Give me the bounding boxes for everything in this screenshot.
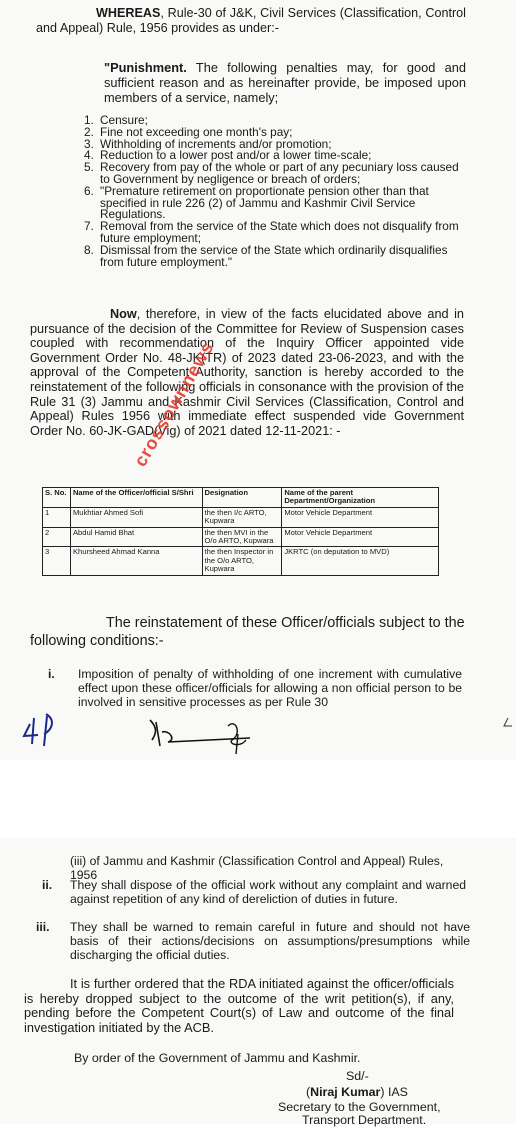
penalty-item: 6. "Premature retirement on proportionate pension other than that specified in rule 226 (2) of Jammu and Kashmir Civil Service Regulations. xyxy=(84,183,429,222)
punishment-text: The following penalties may, for good and sufficient reason and as hereinafter provide, be imposed upon members of a service, namely; xyxy=(104,60,466,105)
penalty-item: 7. Removal from the service of the State which does not disqualify from future employment; xyxy=(84,219,459,245)
punishment-paragraph xyxy=(104,60,466,105)
penalty-item: 5. Recovery from pay of the whole or part of any pecuniary loss caused to Government by negligence or breach of orders; xyxy=(84,160,459,186)
whereas-bold: WHEREAS xyxy=(96,6,161,20)
penalty-item: 4. Reduction to a lower post and/or a lower time-scale; xyxy=(84,148,372,163)
reinstatement-line-2: following conditions:- xyxy=(30,633,164,649)
penalty-item: 8. Dismissal from the service of the State which ordinarily disqualifies from future employment." xyxy=(84,242,448,269)
handwritten-signatures xyxy=(0,700,516,760)
header-sno: S. No. xyxy=(43,488,71,508)
cell-name: Khursheed Ahmad Kanna xyxy=(70,547,202,575)
header-name: Name of the Officer/official S/Shri xyxy=(70,488,202,508)
table-row xyxy=(43,527,439,547)
now-paragraph xyxy=(30,307,464,438)
cell-designation: the then I/c ARTO, Kupwara xyxy=(202,507,282,527)
officials-table xyxy=(42,487,439,576)
cell-designation: the then Inspector in the O/o ARTO, Kupwara xyxy=(202,547,282,575)
watermark-stamp: crossownnews xyxy=(130,337,218,470)
penalty-item: 1. Censure; xyxy=(84,113,148,127)
sd-mark: Sd/- xyxy=(346,1069,369,1083)
punishment-heading: "Punishment. xyxy=(104,60,187,75)
penalty-list xyxy=(84,115,464,268)
cell-designation: the then MVI in the O/o ARTO, Kupwara xyxy=(202,527,282,547)
condition-text: (iii) of Jammu and Kashmir (Classification Control and Appeal) Rules, 1956 xyxy=(70,854,444,882)
by-order-line: By order of the Government of Jammu and Kashmir. xyxy=(74,1051,361,1065)
cell-department: JKRTC (on deputation to MVD) xyxy=(282,547,439,575)
condition-text: They shall dispose of the official work without any complaint and warned against repetition of any kind of dereliction of duties in future. xyxy=(70,878,466,906)
now-bold: Now xyxy=(110,307,137,321)
edge-mark xyxy=(504,718,512,726)
condition-numeral: iii. xyxy=(36,920,50,934)
condition-numeral: ii. xyxy=(42,878,53,892)
condition-text: They shall be warned to remain careful in future and should not have basis of their actions/decisions on assumptions/presumptions while discharging the official duties. xyxy=(70,920,470,962)
initials-signature-2 xyxy=(150,720,250,746)
cell-sno: 3 xyxy=(43,547,71,575)
cell-name: Abdul Hamid Bhat xyxy=(70,527,202,547)
cell-sno: 2 xyxy=(43,527,71,547)
whereas-paragraph xyxy=(36,6,466,36)
whereas-text: , Rule-30 of J&K, Civil Services (Classification, Control and Appeal) Rule, 1956 provides as under:- xyxy=(36,6,466,35)
header-department: Name of the parent Department/Organization xyxy=(282,488,439,508)
signatory-title-1: Secretary to the Government, xyxy=(278,1100,441,1114)
table-row xyxy=(43,507,439,527)
header-designation: Designation xyxy=(202,488,282,508)
page-gap xyxy=(0,760,516,838)
table-row xyxy=(43,547,439,575)
rda-paragraph: It is further ordered that the RDA initiated against the officer/officials is hereby dropped subject to the outcome of the writ petition(s), if any, pending before the Competent Court(s) of Law and outcome of the final investigation initiated by the ACB. xyxy=(24,976,454,1035)
condition-numeral: i. xyxy=(48,667,55,681)
cell-name: Mukhtiar Ahmed Sofi xyxy=(70,507,202,527)
penalty-item: 3. Withholding of increments and/or promotion; xyxy=(84,136,332,151)
signatory-name: (Niraj Kumar) IAS xyxy=(306,1085,408,1099)
cell-department: Motor Vehicle Department xyxy=(282,527,439,547)
cell-sno: 1 xyxy=(43,507,71,527)
initials-signature-1 xyxy=(24,714,52,746)
cell-department: Motor Vehicle Department xyxy=(282,507,439,527)
penalty-item: 2. Fine not exceeding one month's pay; xyxy=(84,124,293,139)
signatory-title-2: Transport Department. xyxy=(302,1113,427,1127)
condition-text: Imposition of penalty of withholding of one increment with cumulative effect upon these officer/officials for allowing a non official person to be involved in sensitive processes as per Rule 30 xyxy=(78,667,462,709)
table-header-row xyxy=(43,488,439,508)
now-text: , therefore, in view of the facts elucidated above and in pursuance of the decision of the Committee for Review of Suspension cases coupled with recommendation of the Inquiry Officer appointed vide Government Order No. 48-JK(TR) of 2023 dated 23-06-2023, and with the approval of the Competent Authority, sanction is hereby accorded to the reinstatement of the following officials in consonance with the provision of the Rule 31 (3) Jammu and Kashmir Civil Services (Classification, Control and Appeal) Rules 1956 with immediate effect suspended vide Government Order No. 60-JK-GAD(Vig) of 2021 dated 12-11-2021: - xyxy=(30,307,464,438)
reinstatement-line-1: The reinstatement of these Officer/officials subject to the xyxy=(106,615,465,631)
